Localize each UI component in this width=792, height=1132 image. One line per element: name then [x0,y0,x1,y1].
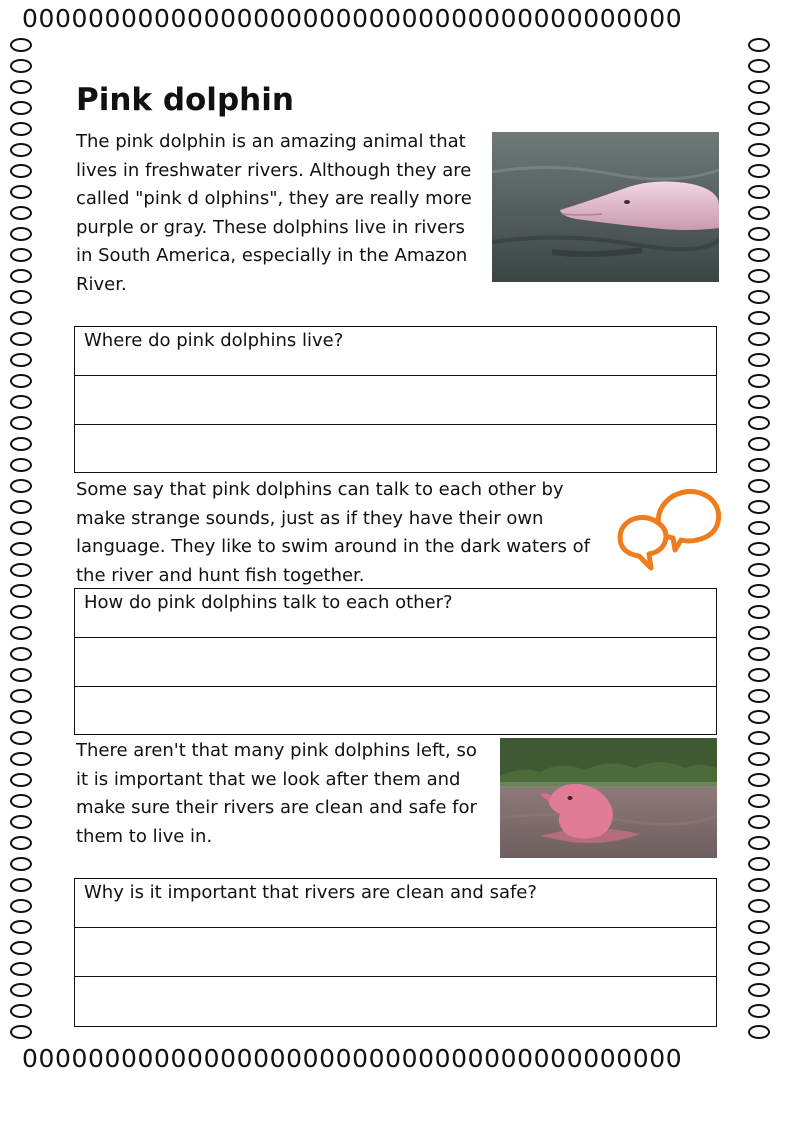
speech-bubbles-icon [615,484,721,576]
border-ring [748,80,770,94]
border-ring [748,248,770,262]
border-ring [10,59,32,73]
border-ring [748,920,770,934]
border-ring [10,227,32,241]
answer-line[interactable] [75,928,716,977]
border-ring [10,416,32,430]
dolphin-river-photo [500,738,717,858]
border-ring [748,437,770,451]
border-ring [748,227,770,241]
border-ring [10,794,32,808]
border-ring [748,206,770,220]
border-ring [748,185,770,199]
border-ring [10,920,32,934]
border-ring [748,59,770,73]
border-ring [10,626,32,640]
border-ring [748,458,770,472]
border-ring [748,1025,770,1039]
border-ring [10,941,32,955]
border-ring [10,542,32,556]
border-ring [10,857,32,871]
border-ring [10,479,32,493]
border-ring [10,668,32,682]
border-ring [10,563,32,577]
border-ring [748,122,770,136]
border-ring [10,395,32,409]
border-ring [748,899,770,913]
border-ring [10,38,32,52]
border-ring [748,878,770,892]
border-ring [10,647,32,661]
border-ring [10,248,32,262]
border-ring [748,1004,770,1018]
answer-line[interactable] [75,425,716,474]
border-ring [748,521,770,535]
border-ring [10,983,32,997]
border-ring [10,332,32,346]
border-ring [10,605,32,619]
question-row [75,879,716,928]
border-ring [748,773,770,787]
border-ring [748,605,770,619]
border-ring [748,479,770,493]
border-ring [748,983,770,997]
border-left [8,38,34,1046]
border-ring [10,122,32,136]
border-ring [748,374,770,388]
border-ring [10,143,32,157]
border-ring [748,626,770,640]
border-ring [748,143,770,157]
border-ring [748,815,770,829]
border-ring [748,101,770,115]
border-ring [748,395,770,409]
answer-line[interactable] [75,977,716,1026]
question-box-1 [74,326,717,473]
border-ring [748,710,770,724]
border-ring [10,311,32,325]
border-ring [10,878,32,892]
border-ring [748,584,770,598]
border-ring [748,164,770,178]
question-text: Why is it important that rivers are clean and safe? [84,882,537,903]
border-ring [10,458,32,472]
border-ring [748,353,770,367]
border-ring [10,773,32,787]
border-ring [748,269,770,283]
border-ring [10,437,32,451]
dolphin-photo-image [492,132,719,282]
border-ring [10,1004,32,1018]
border-ring [10,500,32,514]
border-ring [10,752,32,766]
border-ring [10,836,32,850]
border-ring [748,416,770,430]
border-ring [748,332,770,346]
answer-line[interactable] [75,376,716,425]
dolphin-river-photo-image [500,738,717,858]
question-row [75,589,716,638]
paragraph-conservation: There aren't that many pink dolphins left, so it is important that we look after them and make sure their rivers are clean and safe for them to live in. [76,740,477,847]
paragraph-sounds: Some say that pink dolphins can talk to each other by make strange sounds, just as if they have their own language. They like to swim around in the dark waters of the river and hunt fish together. [76,479,590,586]
border-ring [10,80,32,94]
border-ring [748,941,770,955]
question-text: How do pink dolphins talk to each other? [84,592,453,613]
question-box-2 [74,588,717,735]
question-row [75,327,716,376]
border-ring [10,584,32,598]
border-ring [748,542,770,556]
border-ring [10,1025,32,1039]
border-ring [748,794,770,808]
border-ring [10,710,32,724]
border-ring [10,962,32,976]
border-ring [748,857,770,871]
border-ring [748,836,770,850]
border-ring [10,290,32,304]
border-ring [10,374,32,388]
border-ring [748,311,770,325]
border-ring [10,185,32,199]
border-ring [748,668,770,682]
border-ring [10,164,32,178]
answer-line[interactable] [75,638,716,687]
border-right [746,38,772,1046]
paragraph-intro: The pink dolphin is an amazing animal that lives in freshwater rivers. Although they are called "pink d olphins", they are really more purple or gray. These dolphins live in rivers in South America, especially in the Amazon River. [76,131,472,295]
border-ring [10,899,32,913]
border-ring [10,206,32,220]
border-ring [748,563,770,577]
border-ring [10,731,32,745]
question-box-3 [74,878,717,1027]
answer-line[interactable] [75,687,716,736]
border-ring [748,290,770,304]
border-ring [10,101,32,115]
border-ring [10,269,32,283]
border-ring [10,521,32,535]
border-ring [748,500,770,514]
border-bottom: 0000000000000000000000000000000000000000 [22,1044,683,1073]
border-ring [748,647,770,661]
border-ring [748,962,770,976]
border-top: 0000000000000000000000000000000000000000 [22,4,683,33]
page-title: Pink dolphin [76,82,294,118]
border-ring [10,689,32,703]
dolphin-photo [492,132,719,282]
question-text: Where do pink dolphins live? [84,330,344,351]
border-ring [748,752,770,766]
border-ring [10,353,32,367]
border-ring [748,38,770,52]
border-ring [10,815,32,829]
border-ring [748,731,770,745]
border-ring [748,689,770,703]
